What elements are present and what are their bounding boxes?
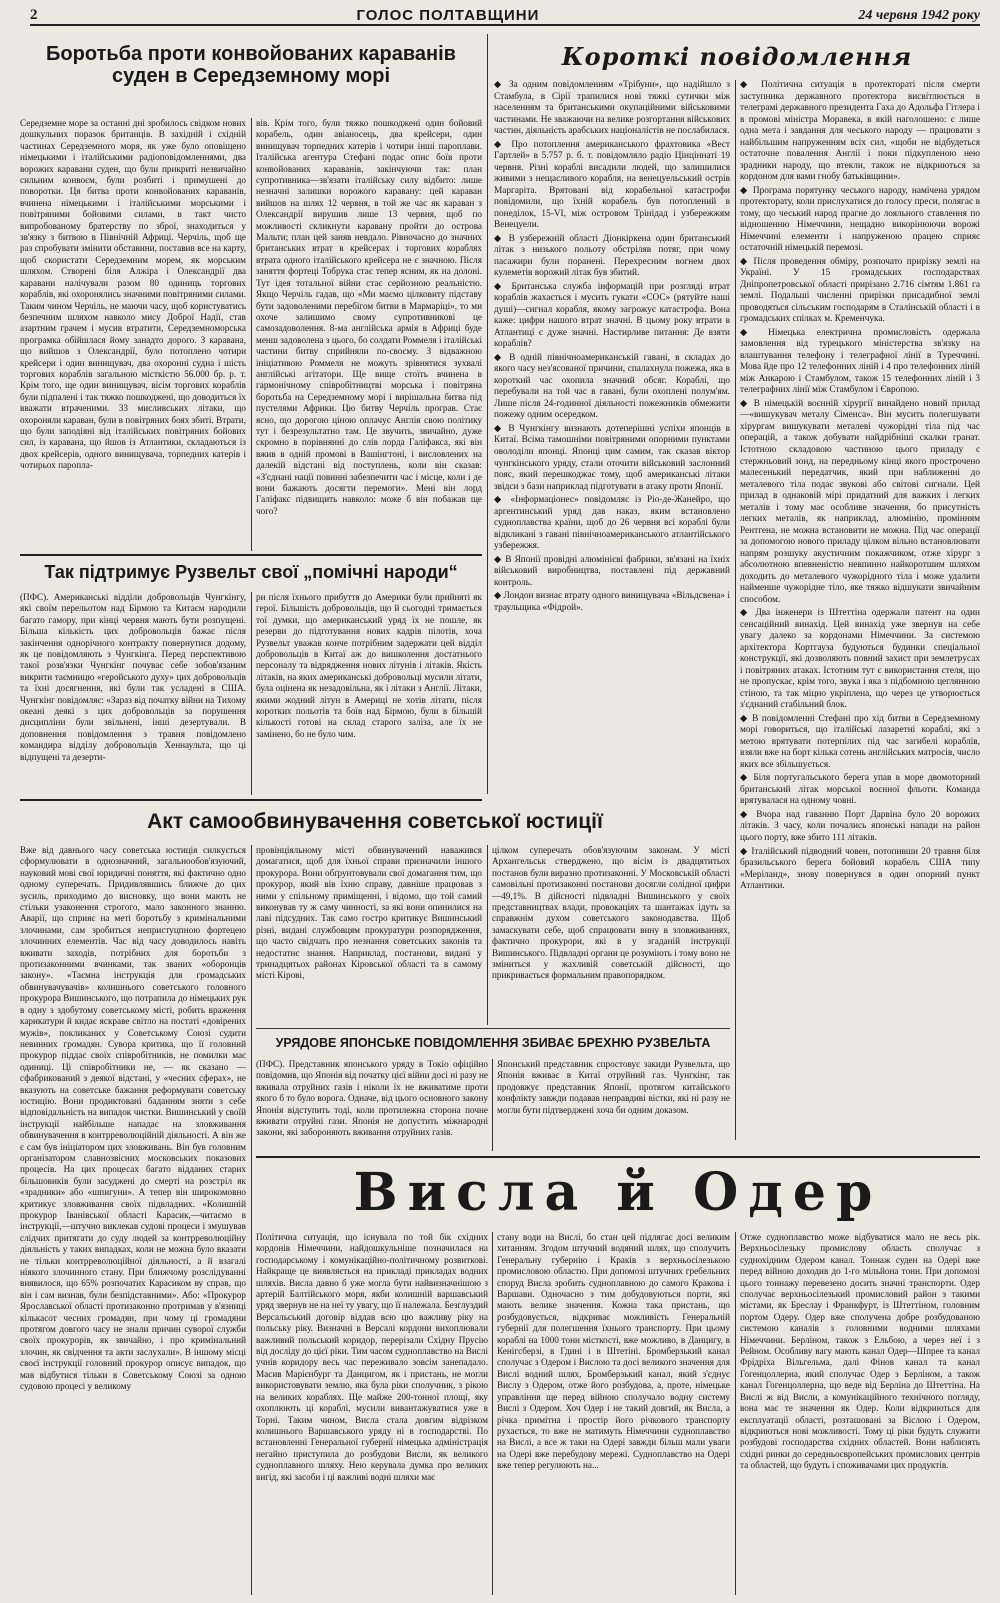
- article-2-header: [20, 560, 482, 590]
- article-1-text-1: Середземне море за останні дні зробилось свідком нових дошкульних поразок британців. В західній і східній частинах Середземного моря, як уже було оповіщено німецькими і італійськими радіоповідомленнями, два ворожих каравани суден, що були прикриті незвичайно сильним конвоєм, були розбиті і примушені до поворотки. Ця битва проти конвойованих караванів, вчинена німецькими і італійськими морськими і повітряними бойовими силами, в такт чисто випробованому братерству по зброї, знаходиться у зв'язку з битвою в Північній Африці. Черчіль, щоб ще раз спробувати змінити обставини, поставив все на карту, щоб скористати Середземним морем, як морським шляхом. Створені біля Алжіра і Олександрії два каравани налічували разом 80 одиниць торгових кораблів, які охоронялись значними повітряними силами. Таким чином Черчіль, не маючи часу, щоб користуватись безпечним шляхом навколо мису Доброї Надії, став азартним грачем і мусив втратити, Середземноморська програмка обійшлася йому занадто дорого. З каравана, що вийшов з Олександрії, було потоплено чотири крейсери і один винищувач, два охоронні судна і шість торгових кораблів загальною місткістю 56.000 бр. р. т. Крім того, ще один винищувач, вісім торгових кораблів були підпалені і так тяжко пошкоджені, що доводиться їх вважати втраченими. 33 мисливських літаки, що охороняли караван, були в повітряних боях збиті. Втрати, що були заподіяні від італійських повітряних бойових сил, із каравана, що йшов із Атлантики, складаються із двох крейсерів, одного винищувача, торпедних катерів і чотирьох паропла-: [20, 118, 246, 471]
- section-divider: [487, 34, 488, 794]
- news-item: ◆ Британська служба інформацій при розгляді втрат кораблів жахається і мусить гукати «СОС» (рятуйте наші душі)—сигнал корабля, якому загрожує катастрофа. Вона каже: цифри нашого втрат значні. В цьому року втрати в Атлантиці є дуже значні. Настирливе питання: Де взяти кораблів?: [494, 281, 730, 350]
- article-1-column-1: [20, 118, 246, 551]
- article-5-column-1: [256, 1232, 488, 1595]
- news-item: ◆ Про потоплення американського фрахтовика «Вест Гартлей» в 5.757 р. б. т. повідомляло радіо Цінціннаті 19 червня. Різні кораблі висадили людей, що залишилися живими з нещасливого корабля, на венецуельський острів Маргаріта. Врятовані від корабельної катастрофи повідомили, що їхній корабель був потоплений в понеділок, 15-VI, між островом Трінідад і узбережжям Венецуели.: [494, 139, 730, 231]
- article-3-column-2: [256, 845, 482, 1025]
- news-item: ◆ В Чунгкінгу визнають дотеперішні успіхи японців в Китаї. Всіма тамошніми повітряними опорними пунктами оволоділи японці. Японці цим самим, так сказав віктор чунгкінського уряду, стали оточити військовий заслонний пояс, який перешкоджає тому, щоб американські літаки звідси з бази наприклад підготувати в атаку проти Японії.: [494, 423, 730, 492]
- article-divider: [20, 554, 482, 556]
- article-5-column-2: [497, 1232, 730, 1595]
- article-1-text-2: вів. Крім того, були тяжко пошкоджені один бойовий корабель, один авіаносець, два крейсери, один винищувач торпедних катерів і чотири інші пароплави. Італійська агентура Стефані подає опис боїв проти конвойованих караванів, закінчуючи так: план супротивника—зв'язати італійську силу відбито: лише незначні залишки ворожого каравану: цей караван вийшов на шлях 12 червня, в той же час як караван з Олександрії вирушив лише 13 червня, щоб по можливості скликнути каравану пройти до острова Мальти; план цей заняв невдало. Рівночасно до значних британських втрат в крейсерах і торгових кораблях втрата одного італійського крейсера не є значною. Після заняття фортеці Тобрука стає тепер ясним, як на долоні. Тут ідея тотальної війни стає серйозною реальністю. Якщо Черчіль гадав, що «Ми маємо цілковиту підставу бути задоволеними перебігом битви в Мармаріці», то ми охоче залишимо свому супротивникові це самозадоволення. 8-ма англійська армія в Африці буде менш задоволена з цього, бо солдати Роммеля і італійські частини битву сприйняли по-своєму. З відважною ініціативою Роммеля не можуть зрівнятися зухвалі англійські агітатори. Ще вище стоїть вчинена в гармонічному співробітництві морська і повітряна боротьба на Середземному морі і вирішальна битва під пустелями Африки. Цю битву Черчіль програв. Стає ясно, що дорогою ціною оплачує Англія свою політику тут і безрезультатно там. Це звучить, звичайно, дуже скромно в порівнянні до слів лорда Галіфакса, які він вжив в одній промові в Вашінгтоні, і висловлених на далекій відстані від поступлень, коли він сказав: «З'єднані нації повинні забезпечити час і місце, коли і де вони бажають досягти перемоги». Мені він лорд Галіфакс підвищить навколо: може б він побажав ще чого?: [256, 118, 482, 516]
- news-item: ◆ Програма порятунку чеського народу, намічена урядом протекторату, коли прислухатися до голосу преси, полягає в тому, що чеський народ прагне до лояльного ставлення по відношенню Німеччини, нещадно викорінюючи ворожі Німеччині елементи і напруженою працею сприяє остаточній німецькій перемозі.: [740, 185, 980, 254]
- article-4-column-2: [497, 1059, 730, 1151]
- article-5-column-3: [740, 1232, 980, 1595]
- column-divider: [487, 845, 488, 1025]
- news-item: ◆ Після проведення обміру, розпочато прирізку землі на Україні. У 15 громадських господарствах Дніпропетровської області прирізано 2.716 сімтям 1.861 га землі. Подальші численні прирізки присадибної землі проводяться сільським господарям в Сталінській області і в громадських спілках м. Кременчука.: [740, 256, 980, 325]
- news-item: ◆ Політична ситуація в протектораті після смерти заступника державного протектора висвітлюється в телеграмі державного президента Гаха до Адольфа Гітлера і в промові міністра Моравека, в якій наголошено: є лише одна мета і завдання для чеського народу — працювати з найбільшим напруженням всіх сил, «щоби не відбудеться остаточне повалення Англії і поки підкупленою нею зрадники народу, що втекли, також не відкриються за кордоном для вами гнобу батьківщини».: [740, 80, 980, 183]
- article-4-text-2: Японський представник спростовує закиди Рузвельта, що Японія вживає в Китаї отруйний газ. Чунгкінг, так продовжує представник Японії, протягом китайського конфлікту завжди подавав неправдиві вістки, які ні разу не могли бути підтверджені хоча би одним доказом.: [497, 1059, 730, 1115]
- news-column-2: [740, 80, 980, 1140]
- news-header: [494, 34, 980, 78]
- article-2-text-1: (ПФС). Американські відділи добровольців Чунгкінгу, які своїм перельотом над Бірмою та Китаєм народили багато гамору, при кінці червня мають бути розпущені. Більша кількість цих добровольців бажає після закінчення однорічного контракту повернутися додому, як це повідомляють з Чунгкінга. Перед перспективою такої розв'язки Чунгкінг почуває себе зобов'язаним викрити таємницю «геройського духу» цих добровольців та їхні досягнення, які були так усладені в США. Чунгкінг повідомляє: «Зараз від початку війни на Тихому океані деякі з цих добровольців за порушення дисципліни були звільнені, інші дезертували. В доповнення повідомлення з травня повідомлено командира відділу добровольців Хеннаульта, що ці відпущені та дезерти-: [20, 592, 246, 762]
- article-divider: [20, 799, 482, 801]
- article-1-header: [20, 38, 482, 116]
- masthead: [30, 4, 980, 26]
- news-item: ◆ Вчора над гаванню Порт Дарвіна було 20 ворожих літаків. З часу, коли почались японські напади на район цього порту, вже збито 111 літаків.: [740, 809, 980, 843]
- column-divider: [251, 118, 252, 551]
- news-item: ◆ В повідомленні Стефані про хід битви в Середземному морі говориться, що італійські лазаретні кораблі, які з метою врятувати потерпілих під час загибелі кораблів, взяли вже на борт кілька сотень англійських матросів, число яких все збільшується.: [740, 713, 980, 770]
- article-3-column-3: [492, 845, 730, 1025]
- article-3-column-1: [20, 845, 246, 1595]
- issue-date: 24 червня 1942 року: [858, 8, 980, 23]
- article-divider: [256, 1156, 980, 1158]
- article-1-column-2: [256, 118, 482, 551]
- article-2-column-2: [256, 592, 482, 795]
- article-5-title: Висла й Одер: [353, 1162, 883, 1223]
- news-item: ◆ За одним повідомленням «Трібуни», що надійшло з Стамбула, в Сірії трапилися нові тяжкі сутички між населенням та британськими окупаційними військовими частинами. Не зважаючи на велике розгортання військових частин, діяльність арабських націоналістів не послабилася.: [494, 80, 730, 137]
- news-column-1: [494, 80, 730, 798]
- news-item: ◆ В Японії провідні алюмінієві фабрики, зв'язані на їхніх військовий виробництва, поставлені під державний контроль.: [494, 554, 730, 588]
- news-item: ◆ Лондон визнає втрату одного винищувача «Вільдсвена» і траульщика «Фідрой».: [494, 591, 730, 613]
- article-divider: [256, 1028, 730, 1029]
- article-5-text-3: Отже судноплавство може відбуватися мало не весь рік. Верхньосілезьку промислову область сполучає з суднохідним Одером канал. Тоннаж суден на Одері вже перед війною доходив до 1-го мільйона тонн. При допомозі цього тоннажу перевезено досить значні транспорти. Одер сполучає верхньосілезький промисловий район з такими містами, як Бреслау і Франкфурт, із Штеттіном, головним портом Одеру. Одер вже сполучена добре розбудованою системою каналів з головними водними шляхами Німеччини. Берліном, також з Ельбою, а через неї і з Рейном. Особливу вагу мають канал Одер—Шпрее та канал Фрідріха Вільгельма, далі Фінов канал та канал Гогенцоллерна, який сполучає Одер з Берліном, а також канал Гогенцоллерна, що веде від Берліна до Штеттіна. На Вислі ж від Висли, а комунікаційного технічного погляду, вона має те значення як Одер. Коли відкриються для експлуатації області, розташовані за Віслою і Одером, відкриються нові можливості. Тому ці ріки будуть служити розбудові господарства східних областей. Вони наблизять східні ринки до середньоєвропейських промислових центрів та областей, що будуть і споживачами цих продуктів.: [740, 1232, 980, 1471]
- article-3-title: Акт самообвинувачення советської юстиції: [147, 810, 603, 833]
- article-4-header: [256, 1031, 730, 1057]
- article-2-title: Так підтримує Рузвельт свої „помічні народи“: [44, 562, 458, 582]
- article-3-text-1: Вже від давнього часу советська юстиція силкується сформулювати в однозначний, загальнообов'язуючий, науковий мові свої юридичні поняття, які фактично одно одному суперечать. Придивлявшись ближче до цих зусиль, приходимо до висновку, що вони мають не стільки узаконення строгого, мало законного знанню. Аварії, що сприяє на меті боротьбу з кримінальними злочинами, сам зробиться непристуцпною фортецею злочинних елементів. Час від часу доводилось навіть вживати заходів, потрібних для боротьби з протизаконними вчинками, так званих «оборонців закону». «Таємна інструкція для громадських обвинувачувачів» колишнього советського головного прокурора Вишинського, що потрапила до німецьких рук в одну з здобутому советському місті, робить враження карикатури й кидає яскраве світло на постаті «довірених мужів», покликаних у Советському Союзі судити невинних громадян. Сувора критика, що її головний прокурор піддає своїх співробітників, не помилки має одиниці. Ці співробітники не, — як сказано — сфабрикований з деякої відстані, у «чесних сферах», не вказують на советське бажання реформувати советську юстицію. Вони продиктовані баданням зняти з себе відповідальність на випадок чистки. Вишинський у своїй інструкції найбільше нападає на зловживання обвинувачення в контрреволюційній діяльності. А він же є сам був ініціатором цих зловживань. Він був головним організатором славнозвісних московських показових процесів. На цих процесах багато відданих старих більшовиків були засуджені до смерті на розстріл як «зрадники» або «шпигуни». А тепер він широкомовно критикує зловживання своїх підвладних. «Колишній прокурор Іванівської області Карасик,—читаємо в інструкції,—штучно виклекав судові процеси і змушував слідчих притягати до суду людей за контрреволюційну діяльність у таких випадках, коли не можна було вказати не тільки контрреволюційної діяльності, а й взагалі ніякого злочинного стану. При ближчому розслідуванні виявилося, що 65% розпочатих Карасиком ву справ, що він і сам визнав, були безпідставними». Або: «Прокурор Ярославської області протизаконно протримав у в'язниці кількасот чесних громадян, при чому ці громадяни протягом довгого часу не знали причин суворої служби своїх прокурорів, як звичайно, і про кримінальний злочин, як свідчення та акти заслухали». В іншому місці своєї інструкції головний прокурор описує випадок, що мав відбутися тільки в Советському Союзі за одною судовою процесі у великому: [20, 845, 246, 1392]
- page-number: 2: [30, 7, 38, 23]
- column-divider: [492, 1232, 493, 1595]
- news-item: ◆ Італійський підводний човен, потопивши 20 травня біля бразильського берега бойовий корабель США типу «Меріланд», знову повернувся в один опорний пункт Атлантики.: [740, 846, 980, 892]
- news-item: ◆ Німецька електрична промисловість одержала замовлення від турецького міністерства зв'язку на влаштування телефону і телеграфної лінії в Туреччині. Мова йде про 12 телефонних ліній і 4 про телефонних ліній між Анкарою і Стамбулом, також 15 телефонних ліній і 3 телеграфних лінії між Стамбулом і Європою.: [740, 327, 980, 396]
- article-1-title: Боротьба проти конвойованих караванів суден в Середземному морі: [46, 43, 456, 87]
- article-2-column-1: [20, 592, 246, 795]
- article-3-header: [20, 805, 730, 843]
- column-divider: [251, 845, 252, 1595]
- column-divider: [492, 1059, 493, 1151]
- article-5-text-2: стану води на Вислі, бо стан цей підлягає досі великим хитанням. Згодом штучний водяний шлях, що сполучить Генеральну губернію і Краків з верхньосілезькою промисловою областю. При допомозі штучних гребельних споруд Висла зробить судноплавною до самого Кракова і Варшави. Одночасно з тим добудовуються порти, які мають велике значення. Кожна така пристань, що розбудовується, відкриває можливість Генеральній губернії для полегшення їхнього транспорту. При цьому кораблі на 1000 тонн місткості, вже можливо, в Данцигу, в Кенігсберзі, в Гдині і в Штетіні. Бромберзький канал сполучає з Одером і Вислою та досі великого значення для Вислі водний шлях, Бромберзький канал, який з'єднує Вислу з Одером, отже його розбудова, а, проте, німецьке управління ще перед війною сполучало водну систему Вислі з Одером. Хоч Одер і не такий довгий, як Висла, а річка примітна і простір його річкового транспорту рухається, то вже не матимуть Німеччини судноплавство на Вислі, а все ж таки на Одері завжди більш мали уваги на Одері вже перебудову мережі. Судноплавство на Одері вже тепер регулюють на...: [497, 1232, 730, 1471]
- news-item: ◆ Біля португальського берега упав в море двомоторний британський літак морської воєнної фльоти. Команда врятувалася на одному човні.: [740, 773, 980, 807]
- news-item: ◆ В узбережній області Діонкіркена один британський літак з низького польоту обстріляв потяг, при чому пасажири були поранені. Перехресним вогнем двох кулеметів ворожий літак був збитий.: [494, 233, 730, 279]
- article-5-text-1: Політична ситуація, що існувала по той бік східних кордонів Німеччини, найдошкульніше позначилася на господарському і комунікаційно-політичному розвиткові. Найкраще це виявляється на прикладі прикладах водних шляхів. Висла давно б уже могла бути найвизначнішою з артерій Балтійського моря, якби колишній варшавський уряд звернув не на неї ту увагу, що її належала. Безглуздий Версальський договір віддав всю цю важливу ріку на польську ріку. Визначні в Версалі кордони вихоплювали важливий польський коридор, перерізали Східну Прусію від досліду до цієї ріки. Тим часом судноплавство на Вислі учнів коридору весь час переживало зовсім занепадало. Масив Марієнбург та Данцигом, як і пристань, не могли використовувати землю, яка була ріки сполучник, з рікою на великих кораблях. Ще майже 200-тонної площі, яку охоплюють ці кораблі, мусили вивантажуватися уже в Торні. Таким чином, Висла стала довгим відрізком колишнього Варшавського уряду ні в господарстві. По встановленні Генеральної губернії німецька адміністрація негайно приступила до розбудови Висли, як великого судноплавного шляху. Нею керувала думка про великих вигід, які засоби і ці важливі водні шляхи має: [256, 1232, 488, 1482]
- article-4-text-1: (ПФС). Представник японського уряду в Токіо офіційно повідомив, що Японія від початку цієї війни досі ні разу не вживала отруйних газів і ніколи їх не вживатиме проти якого б то було ворога. Одначе, від цього основного закону Японія відступить тоді, коли протилежна сторона почне вживати отруйні гази. Японія не допустить міжнародні закони, які забороняють вживання отруйних газів.: [256, 1059, 488, 1138]
- news-item: ◆ В німецькій воєнній хірургії винайдено новий прилад—«вишукувач металу Сіменса». Він мусить полегшувати хірургам вишукувати металеві чужорідні тіла під час операцій, а також добувати найдрібніші скалки гранат. Істотною складовою частиною цього приладу є стержньовий зонд, на передньому кінці якого прострочено малесенький передатчик, який при наближенні до металевого тіла подає звукові або світові сигнали. Цей прилад в однаковій мірі придатний для важких і легких металів і тому має особливе значення, бо присутність легких металів, як наприклад, алюмінію, промінням Рентгена, не можна встановити не можна. Під час операції за допомогою нового приладу цілком вільно встановлювати напрям розшуку акустичним покажчиком, отже хірург з абсолютною впевненістю невпинно найкоротшим шляхом доходить до металевого чужорідного тіла і може удалити найменше чужорідне тіло, яке тяжко відшукати звичайним способом.: [740, 398, 980, 605]
- newspaper-name: ГОЛОС ПОЛТАВЩИНИ: [356, 7, 540, 24]
- article-5-header: [256, 1162, 980, 1228]
- article-3-text-3: цілком суперечать обов'язуючим законам. У місті Архангельськ стверджено, що вісім із двадцятитьох постанов були виразно протизаконні. У Московській області самовільні протизаконні постанови досягли солідної цифри—49,1%. В дійсності підвладні Вишинського у своїх представництвах влади, провокаціях та шантажах ідуть за справжнім духом советського законодавства. Щоб замаскувати себе, щоб спрацювати вину в зловживаннях, фактично прокурори, які в у згаданій інструкції Вишинського. Підвладні органи це розуміють і тому воно не зміниться у жахливій советській дійсності, що прикривається формальним правопорядком.: [492, 845, 730, 981]
- column-divider: [735, 1232, 736, 1595]
- article-4-column-1: [256, 1059, 488, 1151]
- news-item: ◆ «Інформаціонес» повідомляє із Ріо-де-Жанейро, що аргентинський уряд дав наказ, яким встановлено судноплавства країни, щоб до 26 червня всі кораблі були відкликані з гавані північноамериканського атлантійського узбережжя.: [494, 495, 730, 552]
- article-2-text-2: ри після їхнього прибуття до Америки були прийняті як герої. Більшість добровольців, що й сьогодні тримається тої думки, що американський уряд їх не пошле, як резерви до підготування нових кадрів пілотів, хоча Рузвельт уважав конче потрібним задержати цей відділ добровольців в Китаї аж до вишколення достатнього персоналу та відрядження нових літунів і літаків. Якість літаків, на яких американські добровольці мусили літати, була оцінена як незадовільна, як і літаки з Англії. Літаки, якими жодний літун в Америці не хотів літати, після коротких польотів та боїв над Бірмою, були в більшій кількості готові на склад старого заліза, але їх не замінено, бо не було чим.: [256, 592, 482, 739]
- article-3-text-2: провінціяльному місті обвинувачений наважився домагатися, щоб для їхньої справи призначили іншого прокурора. Вони обґрунтовували свої домагання тим, що прокурор, який вів їхню справу, давніше працював з ними у спільному приміщенні, і відомо, що той самий виконував ту ж саму чинності, за які вони опинилися на лаві підсудних. Так само гостро критикує Вишинський різні, видані службовцям прокуратури розпорядження, що часто свідчать про незнання советських законів та недостатнє знання. Наприклад, постанови, видані у тринадцятьох районах Кіровської області та в самому місті Кірові,: [256, 845, 482, 981]
- column-divider: [735, 80, 736, 1140]
- news-title: Короткі повідомлення: [561, 42, 913, 71]
- news-item: ◆ Два інженери із Штеттіна одержали патент на один сенсаційний винахід. Цей винахід уже звернув на себе увагу далеко за кордонами Німеччини. За системою архітектора Кортгауза будуються будинки спеціальної конструкції, які дозволяють повний захист при землетрусах і повітряних атаках. Істотним тут є використання стеля, що не пропускає, крім того, звука і яка з підбомною цеглянною стіною, та так міцно укріплена, що через це утворюється з'єднаний стабільний блок.: [740, 608, 980, 711]
- column-divider: [251, 592, 252, 795]
- news-item: ◆ В одній північноамериканській гавані, в складах до якого часу нез'ясованої причини, спалахнула пожежа, яка в короткий час охопила значний обсяг. Кораблі, що перебували на той час в гавані, були охоплені полум'ям. Лише після 24-годинної діяльності пожежників обмежити пожежу одним осередком.: [494, 352, 730, 421]
- article-4-title: УРЯДОВЕ ЯПОНСЬКЕ ПОВІДОМЛЕННЯ ЗБИВАЄ БРЕХНЮ РУЗВЕЛЬТА: [275, 1036, 711, 1050]
